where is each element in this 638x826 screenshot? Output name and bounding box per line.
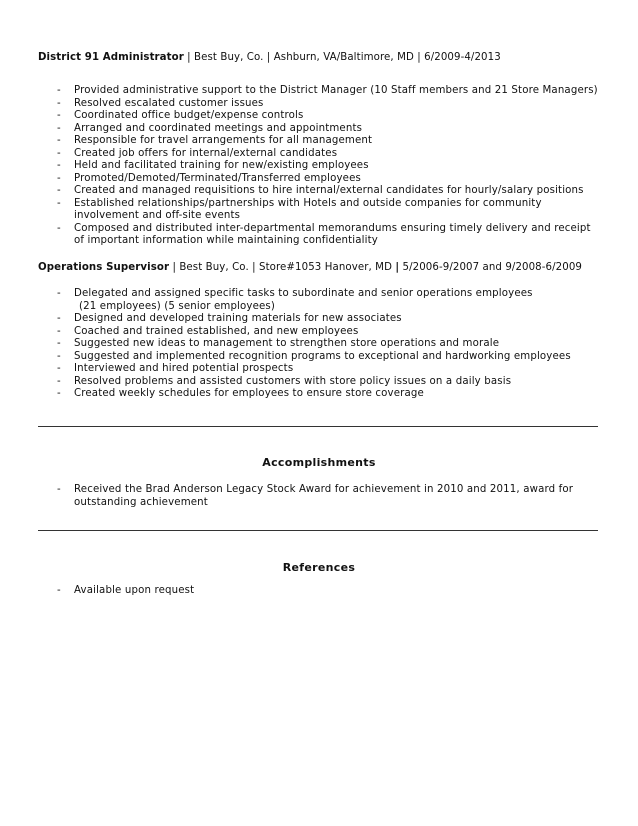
list-item-text: Suggested new ideas to management to strengthen store operations and morale [74, 338, 500, 349]
list-item [38, 148, 608, 161]
list-item-continuation: outstanding achievement [74, 496, 208, 508]
list-item-continuation: involvement and off-site events [74, 210, 241, 221]
list-item [38, 388, 608, 401]
list-item [38, 223, 608, 248]
list-item-text: Held and facilitated training for new/existing employees [74, 160, 369, 171]
dash-bullet: - [57, 122, 61, 134]
list-item-continuation: (21 employees) (5 senior employees) [79, 300, 276, 312]
list-item-text: Interviewed and hired potential prospects [74, 363, 294, 374]
list-item [38, 135, 608, 148]
list-item-continuation: of important information while maintaining confidentiality [74, 235, 378, 246]
list-item [38, 376, 608, 389]
dash-bullet: - [57, 85, 61, 96]
dash-bullet: - [57, 484, 61, 495]
list-item-text: Responsible for travel arrangements for all management [74, 135, 373, 146]
accomplishments-heading: Accomplishments [262, 456, 376, 469]
list-item [38, 338, 608, 351]
dash-bullet: - [57, 197, 61, 209]
list-item [38, 326, 608, 339]
job-duties-list [38, 85, 608, 248]
dash-bullet: - [57, 338, 61, 349]
list-item-text: Designed and developed training materials for new associates [74, 313, 402, 324]
list-item-text: Composed and distributed inter-departmental memorandums ensuring timely delivery and receipt [74, 222, 591, 234]
job-details: | Best Buy, Co. | Ashburn, VA/Baltimore, MD | 6/2009-4/2013 [183, 52, 501, 63]
job-title: District 91 Administrator [38, 52, 184, 63]
list-item [38, 484, 608, 509]
job-duties-list [38, 288, 608, 401]
list-item-text: Delegated and assigned specific tasks to subordinate and senior operations employees [74, 288, 533, 299]
dash-bullet: - [57, 147, 61, 159]
list-item [38, 363, 608, 376]
list-item [38, 173, 608, 186]
job-header-operations-supervisor [38, 262, 582, 274]
list-item [38, 185, 608, 198]
list-item-text: Created job offers for internal/external candidates [74, 147, 338, 159]
list-item-text: Available upon request [74, 585, 195, 596]
list-item [38, 85, 608, 98]
list-item-text: Coached and trained established, and new employees [74, 325, 359, 337]
list-item [38, 198, 608, 223]
list-item [38, 585, 608, 598]
list-item [38, 98, 608, 111]
job-details-separator: | [395, 262, 400, 273]
dash-bullet: - [57, 363, 61, 374]
references-heading: References [282, 561, 356, 574]
job-details-dates: 5/2006-9/2007 and 9/2008-6/2009 [399, 262, 582, 273]
job-title: Operations Supervisor [38, 262, 170, 273]
list-item-text: Established relationships/partnerships with Hotels and outside companies for community [74, 197, 542, 209]
job-details: | Best Buy, Co. | Store#1053 Hanover, MD [169, 262, 396, 273]
dash-bullet: - [57, 350, 61, 362]
dash-bullet: - [57, 585, 61, 596]
dash-bullet: - [57, 313, 61, 324]
dash-bullet: - [57, 135, 61, 146]
list-item-text: Suggested and implemented recognition programs to exceptional and hardworking employees [74, 350, 571, 362]
dash-bullet: - [57, 375, 61, 387]
section-divider [38, 530, 598, 531]
list-item-text: Resolved escalated customer issues [74, 97, 264, 109]
list-item [38, 313, 608, 326]
list-item [38, 110, 608, 123]
section-divider [38, 426, 598, 427]
list-item-text: Resolved problems and assisted customers with store policy issues on a daily basis [74, 375, 512, 387]
list-item [38, 288, 608, 313]
list-item-text: Created and managed requisitions to hire internal/external candidates for hourly/salary positions [74, 185, 584, 196]
list-item-text: Arranged and coordinated meetings and appointments [74, 122, 363, 134]
dash-bullet: - [57, 388, 61, 399]
job-header-district-administrator [38, 52, 501, 64]
list-item-text: Provided administrative support to the District Manager (10 Staff members and 21 Store Managers) [74, 85, 598, 96]
list-item-text: Created weekly schedules for employees to ensure store coverage [74, 388, 424, 399]
dash-bullet: - [57, 172, 61, 184]
dash-bullet: - [57, 110, 61, 121]
list-item [38, 351, 608, 364]
list-item [38, 160, 608, 173]
dash-bullet: - [57, 160, 61, 171]
dash-bullet: - [57, 325, 61, 337]
accomplishments-list [38, 484, 608, 509]
list-item-text: Coordinated office budget/expense controls [74, 110, 304, 121]
list-item [38, 123, 608, 136]
dash-bullet: - [57, 288, 61, 299]
dash-bullet: - [57, 185, 61, 196]
dash-bullet: - [57, 97, 61, 109]
dash-bullet: - [57, 222, 61, 234]
list-item-text: Promoted/Demoted/Terminated/Transferred employees [74, 172, 361, 184]
list-item-text: Received the Brad Anderson Legacy Stock Award for achievement in 2010 and 2011, award for [74, 484, 574, 495]
references-list [38, 585, 608, 598]
